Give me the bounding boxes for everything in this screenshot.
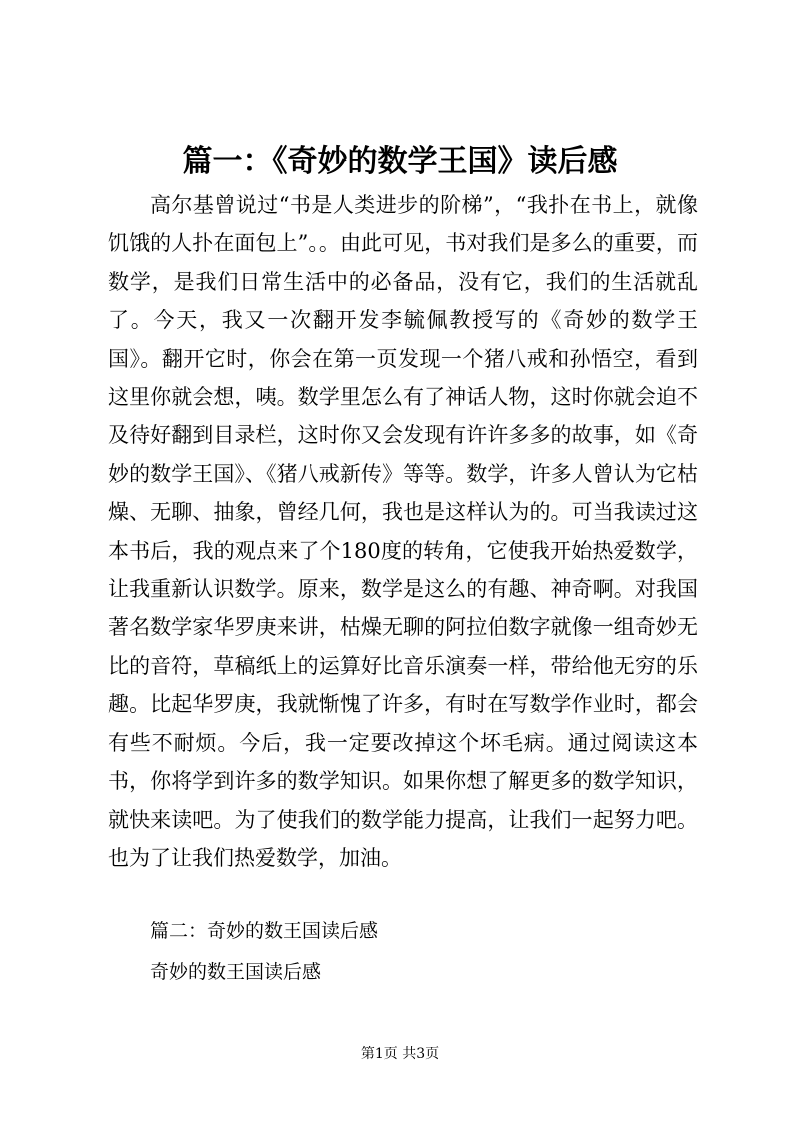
section-two-heading: 篇二：奇妙的数王国读后感	[150, 920, 379, 942]
document-title: 篇一：《奇妙的数学王国》读后感	[182, 144, 618, 179]
page-number-footer: 第1页 共3页	[360, 1046, 440, 1062]
body-paragraph: 高尔基曾说过“书是人类进步的阶梯”，“我扑在书上，就像饥饿的人扑在面包上”。。由此可见，书对我们是多么的重要，而数学，是我们日常生活中的必备品，没有它，我们的生活就乱了。今天，我又一次翻开发李毓佩教授写的《奇妙的数学王国》。翻开它时，你会在第一页发现一个猪八戒和孙悟空，看到这里你就会想，咦。数学里怎么有了神话人物，这时你就会迫不及待好翻到目录栏，这时你又会发现有许许多多的故事，如《奇妙的数学王国》、《猪八戒新传》等等。数学，许多人曾认为它枯燥、无聊、抽象，曾经几何，我也是这样认为的。可当我读过这本书后，我的观点来了个180度的转角，它使我开始热爱数学，让我重新认识数学。原来，数学是这么的有趣、神奇啊。对我国著名数学家华罗庚来讲，枯燥无聊的阿拉伯数字就像一组奇妙无比的音符，草稿纸上的运算好比音乐演奏一样，带给他无穷的乐趣。比起华罗庚，我就惭愧了许多，有时在写数学作业时，都会有些不耐烦。今后，我一定要改掉这个坏毛病。通过阅读这本书，你将学到许多的数学知识。如果你想了解更多的数学知识，就快来读吧。为了使我们的数学能力提高，让我们一起努力吧。也为了让我们热爱数学，加油。	[108, 193, 698, 870]
section-two-title: 奇妙的数王国读后感	[150, 961, 322, 983]
